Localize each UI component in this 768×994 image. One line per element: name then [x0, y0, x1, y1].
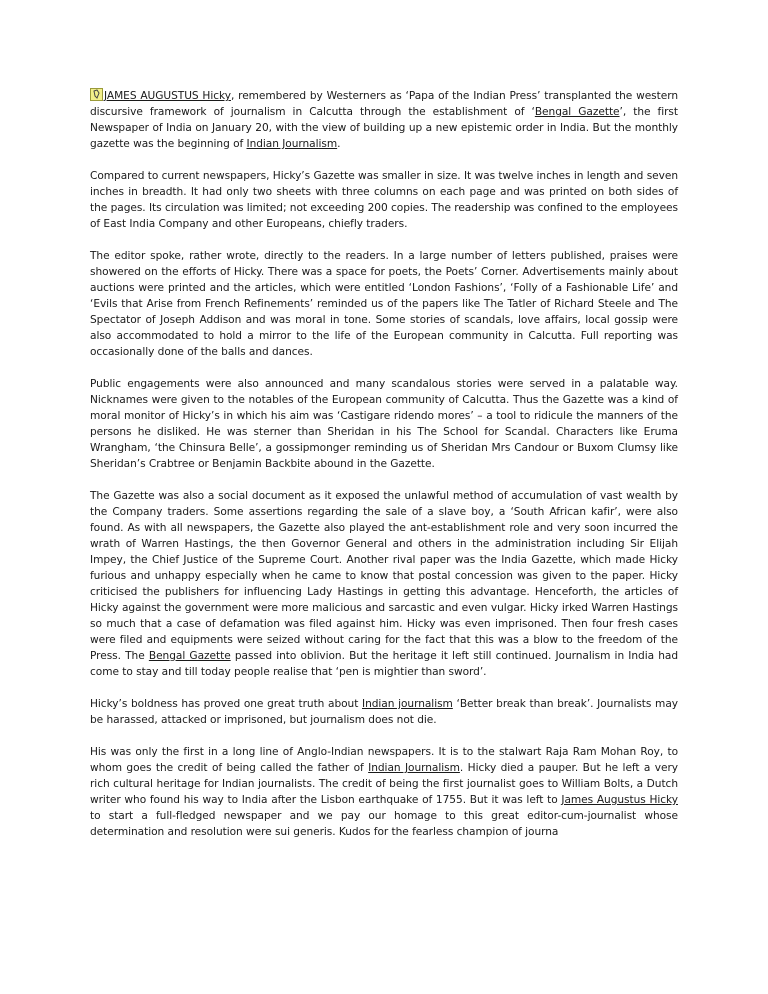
paragraph-2 — [90, 168, 678, 232]
text: ’, the first Newspaper of India on January 20, with the view of building up a new epistemic order in India. But the monthly gazette was the beginning of — [90, 106, 678, 150]
text: , remembered by Westerners as ‘Papa of the Indian Press’ transplanted the western discursive framework of journalism in Calcutta through the establishment of ‘ — [90, 90, 678, 118]
text: His was only the first in a long line of Anglo-Indian newspapers. It is to the stalwart Raja Ram Mohan Roy, to whom goes the credit of being called the father of — [90, 746, 678, 774]
paragraph-3 — [90, 248, 678, 360]
link-indian-journalism[interactable]: Indian journalism — [362, 698, 453, 710]
link-bengal-gazette[interactable]: Bengal Gazette — [534, 106, 620, 118]
text: Compared to current newspapers, Hicky’s Gazette was smaller in size. It was twelve inches in length and seven inches in breadth. It had only two sheets with three columns on each page and was printed on both sides of the pages. Its circulation was limited; not exceeding 200 copies. The readership was confined to the employees of East India Company and other Europeans, chiefly traders. — [90, 170, 678, 230]
text: The editor spoke, rather wrote, directly to the readers. In a large number of letters published, praises were showered on the efforts of Hicky. There was a space for poets, the Poets’ Corner. Advertisements mainly about auctions were printed and the articles, which were entitled ‘London Fashions’, ‘Folly of a Fashionable Life’ and ‘Evils that Arise from French Refinements’ reminded us of the papers like The Tatler of Richard Steele and The Spectator of Joseph Addison and was moral in tone. Some stories of scandals, love affairs, local gossip were also accommodated to hold a mirror to the life of the European community in Calcutta. Full reporting was occasionally done of the balls and dances. — [90, 250, 678, 358]
comment-note-icon[interactable] — [90, 88, 103, 101]
link-james-augustus-hicky[interactable]: JAMES AUGUSTUS Hicky — [104, 90, 231, 102]
link-bengal-gazette[interactable]: Bengal Gazette — [148, 650, 231, 662]
paragraph-4 — [90, 376, 678, 472]
document-page — [90, 88, 678, 856]
text: . Hicky died a pauper. But he left a very rich cultural heritage for Indian journalists. The credit of being the first journalist goes to William Bolts, a Dutch writer who found his way to India after the Lisbon earthquake of 1755. But it was left to — [90, 762, 679, 806]
text: Hicky’s boldness has proved one great truth about — [90, 698, 362, 710]
paragraph-6 — [90, 696, 678, 728]
text: ‘Better break than break’. Journalists may be harassed, attacked or imprisoned, but journalism does not die. — [90, 698, 678, 726]
link-indian-journalism[interactable]: Indian Journalism — [368, 762, 460, 774]
paragraph-5 — [90, 488, 678, 680]
text: . — [337, 138, 341, 150]
link-indian-journalism[interactable]: Indian Journalism — [246, 138, 338, 150]
text: passed into oblivion. But the heritage it left still continued. Journalism in India had come to stay and till today people realise that ‘pen is mightier than sword’. — [90, 650, 679, 678]
link-james-augustus-hicky[interactable]: James Augustus Hicky — [561, 794, 678, 806]
paragraph-7 — [90, 744, 678, 840]
text: The Gazette was also a social document as it exposed the unlawful method of accumulation of vast wealth by the Company traders. Some assertions regarding the sale of a slave boy, a ‘South African kafir’, were also found. As with all newspapers, the Gazette also played the ant-establishment role and very soon incurred the wrath of Warren Hastings, the then Governor General and others in the administration including Sir Elijah Impey, the Chief Justice of the Supreme Court. Another rival paper was the India Gazette, which made Hicky furious and unhappy especially when he came to know that postal concession was given to the paper. Hicky criticised the publishers for influencing Lady Hastings in getting this advantage. Henceforth, the articles of Hicky against the government were more malicious and sarcastic and even vulgar. Hicky irked Warren Hastings so much that a case of defamation was filed against him. Hicky was even imprisoned. Then four fresh cases were filed and equipments were seized without caring for the fact that this was a blow to the freedom of the Press. The — [90, 490, 678, 662]
text: Public engagements were also announced and many scandalous stories were served in a palatable way. Nicknames were given to the notables of the European community of Calcutta. Thus the Gazette was a kind of moral monitor of Hicky’s in which his aim was ‘Castigare ridendo mores’ – a tool to ridicule the manners of the persons he disliked. He was sterner than Sheridan in his The School for Scandal. Characters like Eruma Wrangham, ‘the Chinsura Belle’, a gossipmonger reminding us of Sheridan Mrs Candour or Buxom Clumsy like Sheridan’s Crabtree or Benjamin Backbite abound in the Gazette. — [90, 378, 678, 470]
text: to start a full-fledged newspaper and we pay our homage to this great editor-cum-journalist whose determination and resolution were sui generis. Kudos for the fearless champion of journa — [90, 810, 678, 838]
paragraph-1 — [90, 88, 678, 152]
